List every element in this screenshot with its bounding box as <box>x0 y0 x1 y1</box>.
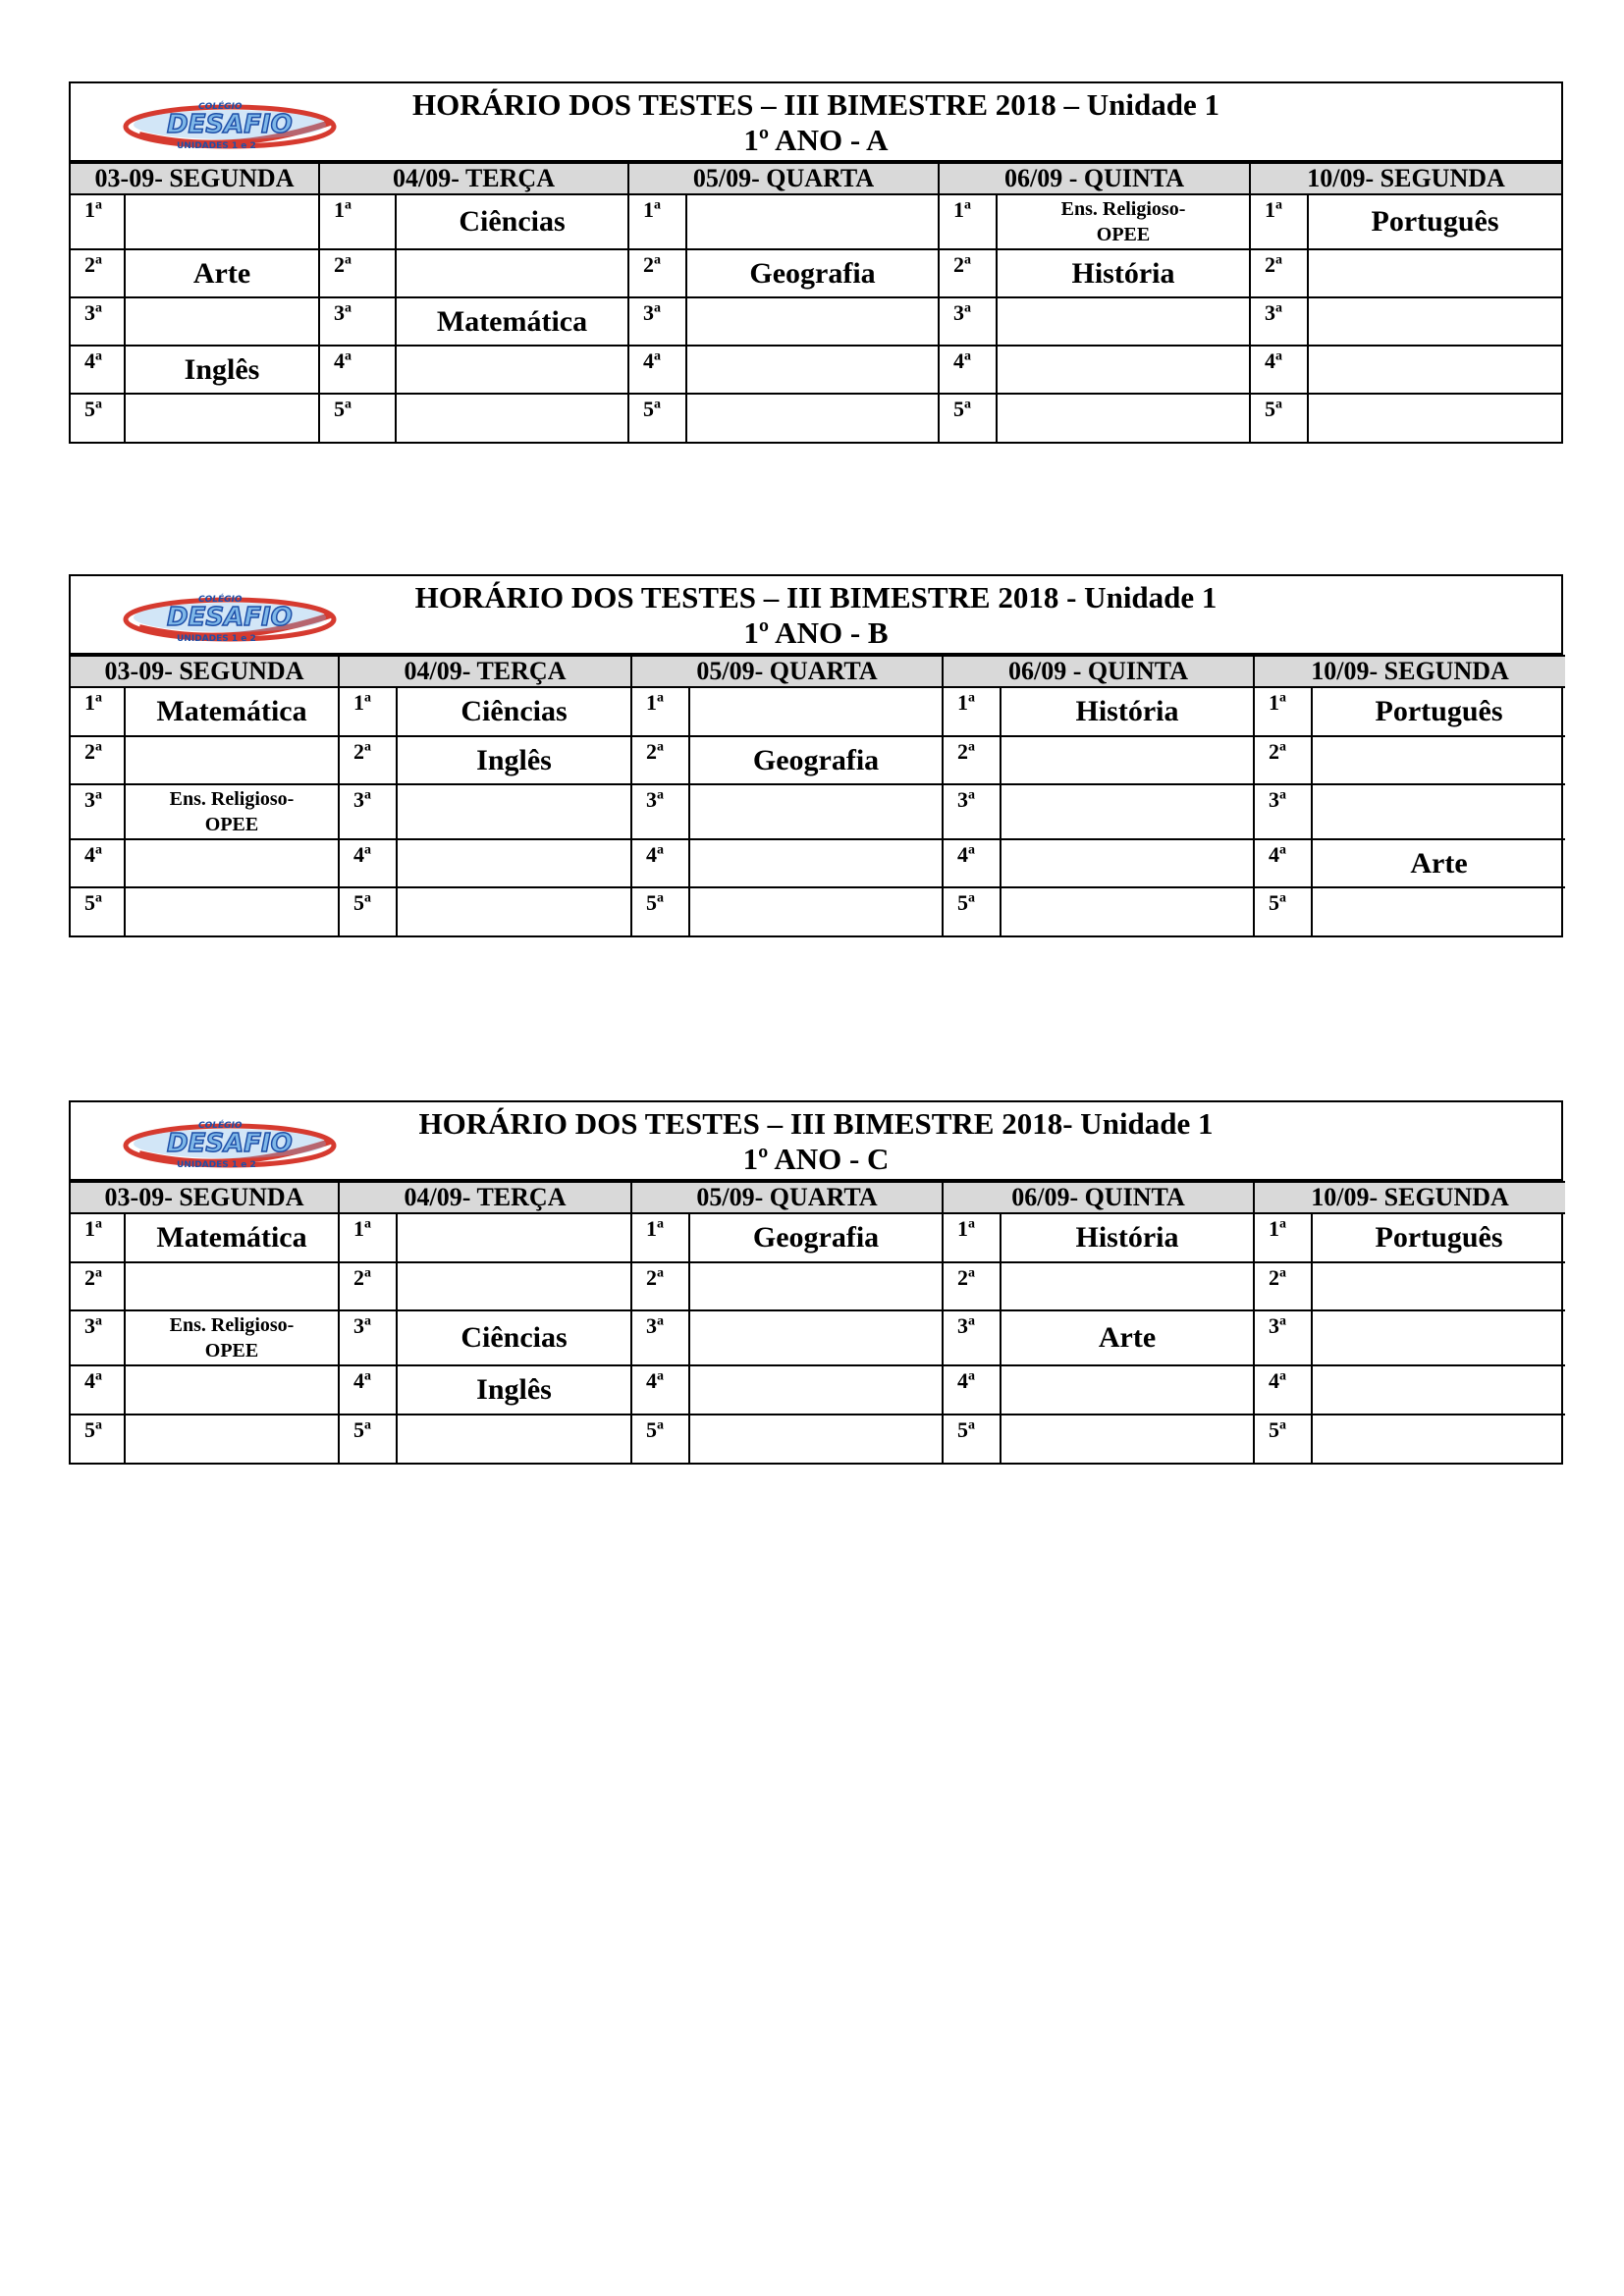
period-number: 1$^a$ <box>631 1213 689 1262</box>
period-number: 3$^a$ <box>1254 1310 1312 1365</box>
period-number: 2$^a$ <box>943 1262 1001 1310</box>
day-header: 04/09- TERÇA <box>339 656 631 687</box>
period-number: 5$^a$ <box>939 394 997 442</box>
subject-cell <box>1001 736 1254 784</box>
period-number: 3$^a$ <box>943 784 1001 839</box>
subject-cell <box>125 1262 339 1310</box>
period-number: 1$^a$ <box>339 687 397 736</box>
period-number: 4$^a$ <box>71 346 125 394</box>
period-number: 5$^a$ <box>339 887 397 935</box>
period-number: 4$^a$ <box>319 346 396 394</box>
subject-cell <box>1312 784 1565 839</box>
subject-cell <box>1001 1415 1254 1463</box>
period-number: 4$^a$ <box>943 1365 1001 1415</box>
subject-cell: Inglês <box>397 1365 631 1415</box>
schedule-title: HORÁRIO DOS TESTES – III BIMESTRE 2018 – Unidade 1 <box>411 87 1219 122</box>
period-number: 4$^a$ <box>1254 839 1312 887</box>
schedule-table-3 <box>69 1100 1563 1465</box>
subject-cell <box>689 1415 943 1463</box>
period-number: 1$^a$ <box>628 194 686 249</box>
day-header: 03-09- SEGUNDA <box>71 1182 339 1213</box>
period-number: 1$^a$ <box>71 194 125 249</box>
day-header: 05/09- QUARTA <box>631 656 943 687</box>
subject-cell: Arte <box>1001 1310 1254 1365</box>
period-number: 2$^a$ <box>943 736 1001 784</box>
subject-cell <box>689 887 943 935</box>
day-header-row <box>71 1182 1565 1213</box>
schedule-table-2 <box>69 574 1563 937</box>
subject-cell: Ens. Religioso- OPEE <box>997 194 1250 249</box>
subject-cell: Ens. Religioso- OPEE <box>125 1310 339 1365</box>
subject-cell <box>125 394 319 442</box>
period-number: 1$^a$ <box>943 1213 1001 1262</box>
schedule-header <box>71 576 1561 655</box>
period-number: 5$^a$ <box>631 1415 689 1463</box>
period-number: 1$^a$ <box>939 194 997 249</box>
period-number: 4$^a$ <box>943 839 1001 887</box>
subject-cell <box>397 784 631 839</box>
subject-cell <box>686 346 939 394</box>
period-number: 5$^a$ <box>1254 887 1312 935</box>
day-header-row <box>71 163 1561 194</box>
subject-cell <box>1308 346 1561 394</box>
period-number: 2$^a$ <box>319 249 396 297</box>
period-number: 2$^a$ <box>71 1262 125 1310</box>
logo-text-unidades: UNIDADES 1 e 2 <box>177 141 256 151</box>
subject-cell <box>396 394 628 442</box>
subject-cell <box>686 297 939 346</box>
logo-text-colegio: COLÉGIO <box>198 1121 243 1131</box>
logo-text-unidades: UNIDADES 1 e 2 <box>177 1160 256 1170</box>
subject-cell <box>125 1365 339 1415</box>
period-number: 4$^a$ <box>339 1365 397 1415</box>
subject-cell <box>1312 1415 1565 1463</box>
period-number: 3$^a$ <box>71 1310 125 1365</box>
day-header: 05/09- QUARTA <box>628 163 939 194</box>
table-row <box>71 249 1561 297</box>
period-number: 5$^a$ <box>1254 1415 1312 1463</box>
subject-cell <box>396 346 628 394</box>
period-number: 5$^a$ <box>1250 394 1308 442</box>
class-name: 1º ANO - C <box>742 1142 890 1176</box>
subject-cell <box>997 346 1250 394</box>
period-number: 2$^a$ <box>1254 736 1312 784</box>
table-row <box>71 194 1561 249</box>
subject-cell <box>1308 297 1561 346</box>
subject-cell <box>689 1365 943 1415</box>
schedule-grid <box>71 1181 1565 1463</box>
period-number: 3$^a$ <box>1250 297 1308 346</box>
table-row <box>71 1365 1565 1415</box>
period-number: 2$^a$ <box>71 736 125 784</box>
class-name: 1º ANO - A <box>743 123 889 157</box>
day-header: 04/09- TERÇA <box>319 163 628 194</box>
period-number: 4$^a$ <box>628 346 686 394</box>
period-number: 3$^a$ <box>939 297 997 346</box>
table-row <box>71 297 1561 346</box>
subject-cell <box>125 297 319 346</box>
period-number: 4$^a$ <box>631 1365 689 1415</box>
subject-cell <box>397 1213 631 1262</box>
subject-cell: Ciências <box>396 194 628 249</box>
logo-text-desafio: DESAFIO <box>167 603 293 632</box>
day-header: 04/09- TERÇA <box>339 1182 631 1213</box>
period-number: 3$^a$ <box>71 784 125 839</box>
table-row <box>71 394 1561 442</box>
period-number: 5$^a$ <box>631 887 689 935</box>
schedule-title: HORÁRIO DOS TESTES – III BIMESTRE 2018- Unidade 1 <box>418 1106 1214 1141</box>
day-header: 10/09- SEGUNDA <box>1250 163 1561 194</box>
subject-cell: Ens. Religioso- OPEE <box>125 784 339 839</box>
period-number: 1$^a$ <box>71 1213 125 1262</box>
period-number: 4$^a$ <box>631 839 689 887</box>
class-name: 1º ANO - B <box>743 615 889 650</box>
subject-cell: História <box>1001 687 1254 736</box>
subject-cell <box>689 1310 943 1365</box>
logo-text-unidades: UNIDADES 1 e 2 <box>177 634 256 644</box>
day-header: 06/09 - QUINTA <box>939 163 1250 194</box>
subject-cell: Ciências <box>397 1310 631 1365</box>
table-row <box>71 1310 1565 1365</box>
subject-cell: Matemática <box>125 687 339 736</box>
period-number: 3$^a$ <box>943 1310 1001 1365</box>
period-number: 4$^a$ <box>1254 1365 1312 1415</box>
subject-cell <box>397 887 631 935</box>
table-row <box>71 687 1565 736</box>
subject-cell <box>689 1262 943 1310</box>
subject-cell <box>997 394 1250 442</box>
subject-cell: Matemática <box>396 297 628 346</box>
period-number: 1$^a$ <box>943 687 1001 736</box>
period-number: 5$^a$ <box>339 1415 397 1463</box>
subject-cell: Português <box>1312 1213 1565 1262</box>
subject-cell: História <box>997 249 1250 297</box>
logo-text-desafio: DESAFIO <box>167 110 293 139</box>
subject-cell: Arte <box>125 249 319 297</box>
period-number: 2$^a$ <box>339 736 397 784</box>
day-header: 05/09- QUARTA <box>631 1182 943 1213</box>
subject-cell <box>1001 1262 1254 1310</box>
subject-cell: Português <box>1308 194 1561 249</box>
subject-cell: Geografia <box>689 736 943 784</box>
subject-cell <box>997 297 1250 346</box>
period-number: 2$^a$ <box>1250 249 1308 297</box>
day-header: 06/09- QUINTA <box>943 1182 1254 1213</box>
subject-cell: Arte <box>1312 839 1565 887</box>
subject-cell <box>689 784 943 839</box>
schedule-header <box>71 1102 1561 1181</box>
logo-text-desafio: DESAFIO <box>167 1129 293 1158</box>
day-header: 06/09 - QUINTA <box>943 656 1254 687</box>
period-number: 5$^a$ <box>71 887 125 935</box>
period-number: 5$^a$ <box>943 887 1001 935</box>
period-number: 2$^a$ <box>628 249 686 297</box>
subject-cell <box>125 1415 339 1463</box>
period-number: 3$^a$ <box>631 784 689 839</box>
subject-cell <box>397 1415 631 1463</box>
subject-cell <box>1001 887 1254 935</box>
period-number: 3$^a$ <box>631 1310 689 1365</box>
day-header: 10/09- SEGUNDA <box>1254 656 1565 687</box>
period-number: 2$^a$ <box>71 249 125 297</box>
table-row <box>71 736 1565 784</box>
subject-cell: Inglês <box>125 346 319 394</box>
period-number: 4$^a$ <box>339 839 397 887</box>
period-number: 3$^a$ <box>71 297 125 346</box>
period-number: 1$^a$ <box>1254 1213 1312 1262</box>
period-number: 2$^a$ <box>1254 1262 1312 1310</box>
table-row <box>71 1262 1565 1310</box>
schedule-grid <box>71 655 1565 935</box>
subject-cell <box>397 839 631 887</box>
period-number: 4$^a$ <box>71 839 125 887</box>
subject-cell <box>1001 839 1254 887</box>
period-number: 1$^a$ <box>71 687 125 736</box>
subject-cell <box>1308 249 1561 297</box>
subject-cell: Ciências <box>397 687 631 736</box>
period-number: 2$^a$ <box>939 249 997 297</box>
subject-cell: Matemática <box>125 1213 339 1262</box>
subject-cell: História <box>1001 1213 1254 1262</box>
subject-cell <box>125 736 339 784</box>
period-number: 3$^a$ <box>319 297 396 346</box>
period-number: 3$^a$ <box>1254 784 1312 839</box>
period-number: 5$^a$ <box>71 394 125 442</box>
period-number: 1$^a$ <box>1254 687 1312 736</box>
day-header-row <box>71 656 1565 687</box>
period-number: 5$^a$ <box>943 1415 1001 1463</box>
subject-cell <box>396 249 628 297</box>
subject-cell <box>1312 1310 1565 1365</box>
table-row <box>71 839 1565 887</box>
period-number: 4$^a$ <box>1250 346 1308 394</box>
subject-cell <box>1312 1262 1565 1310</box>
subject-cell <box>686 194 939 249</box>
period-number: 1$^a$ <box>339 1213 397 1262</box>
subject-cell: Geografia <box>689 1213 943 1262</box>
period-number: 3$^a$ <box>339 1310 397 1365</box>
subject-cell <box>689 839 943 887</box>
logo-text-colegio: COLÉGIO <box>198 102 243 112</box>
period-number: 1$^a$ <box>319 194 396 249</box>
period-number: 2$^a$ <box>631 736 689 784</box>
subject-cell <box>1001 1365 1254 1415</box>
logo-text-colegio: COLÉGIO <box>198 595 243 605</box>
period-number: 5$^a$ <box>71 1415 125 1463</box>
day-header: 03-09- SEGUNDA <box>71 656 339 687</box>
schedule-grid <box>71 162 1561 442</box>
period-number: 3$^a$ <box>628 297 686 346</box>
table-row <box>71 346 1561 394</box>
subject-cell <box>689 687 943 736</box>
subject-cell <box>125 887 339 935</box>
period-number: 1$^a$ <box>631 687 689 736</box>
period-number: 3$^a$ <box>339 784 397 839</box>
subject-cell <box>1308 394 1561 442</box>
period-number: 4$^a$ <box>71 1365 125 1415</box>
period-number: 4$^a$ <box>939 346 997 394</box>
day-header: 10/09- SEGUNDA <box>1254 1182 1565 1213</box>
subject-cell: Geografia <box>686 249 939 297</box>
period-number: 2$^a$ <box>339 1262 397 1310</box>
table-row <box>71 1415 1565 1463</box>
subject-cell <box>397 1262 631 1310</box>
period-number: 1$^a$ <box>1250 194 1308 249</box>
subject-cell <box>686 394 939 442</box>
subject-cell <box>125 839 339 887</box>
subject-cell <box>1001 784 1254 839</box>
schedule-table-1 <box>69 81 1563 444</box>
subject-cell: Português <box>1312 687 1565 736</box>
table-row <box>71 887 1565 935</box>
schedule-title: HORÁRIO DOS TESTES – III BIMESTRE 2018 - Unidade 1 <box>414 580 1218 614</box>
table-row <box>71 784 1565 839</box>
period-number: 2$^a$ <box>631 1262 689 1310</box>
subject-cell <box>125 194 319 249</box>
subject-cell <box>1312 736 1565 784</box>
subject-cell: Inglês <box>397 736 631 784</box>
period-number: 5$^a$ <box>628 394 686 442</box>
schedule-header <box>71 83 1561 162</box>
period-number: 5$^a$ <box>319 394 396 442</box>
subject-cell <box>1312 1365 1565 1415</box>
subject-cell <box>1312 887 1565 935</box>
table-row <box>71 1213 1565 1262</box>
day-header: 03-09- SEGUNDA <box>71 163 319 194</box>
